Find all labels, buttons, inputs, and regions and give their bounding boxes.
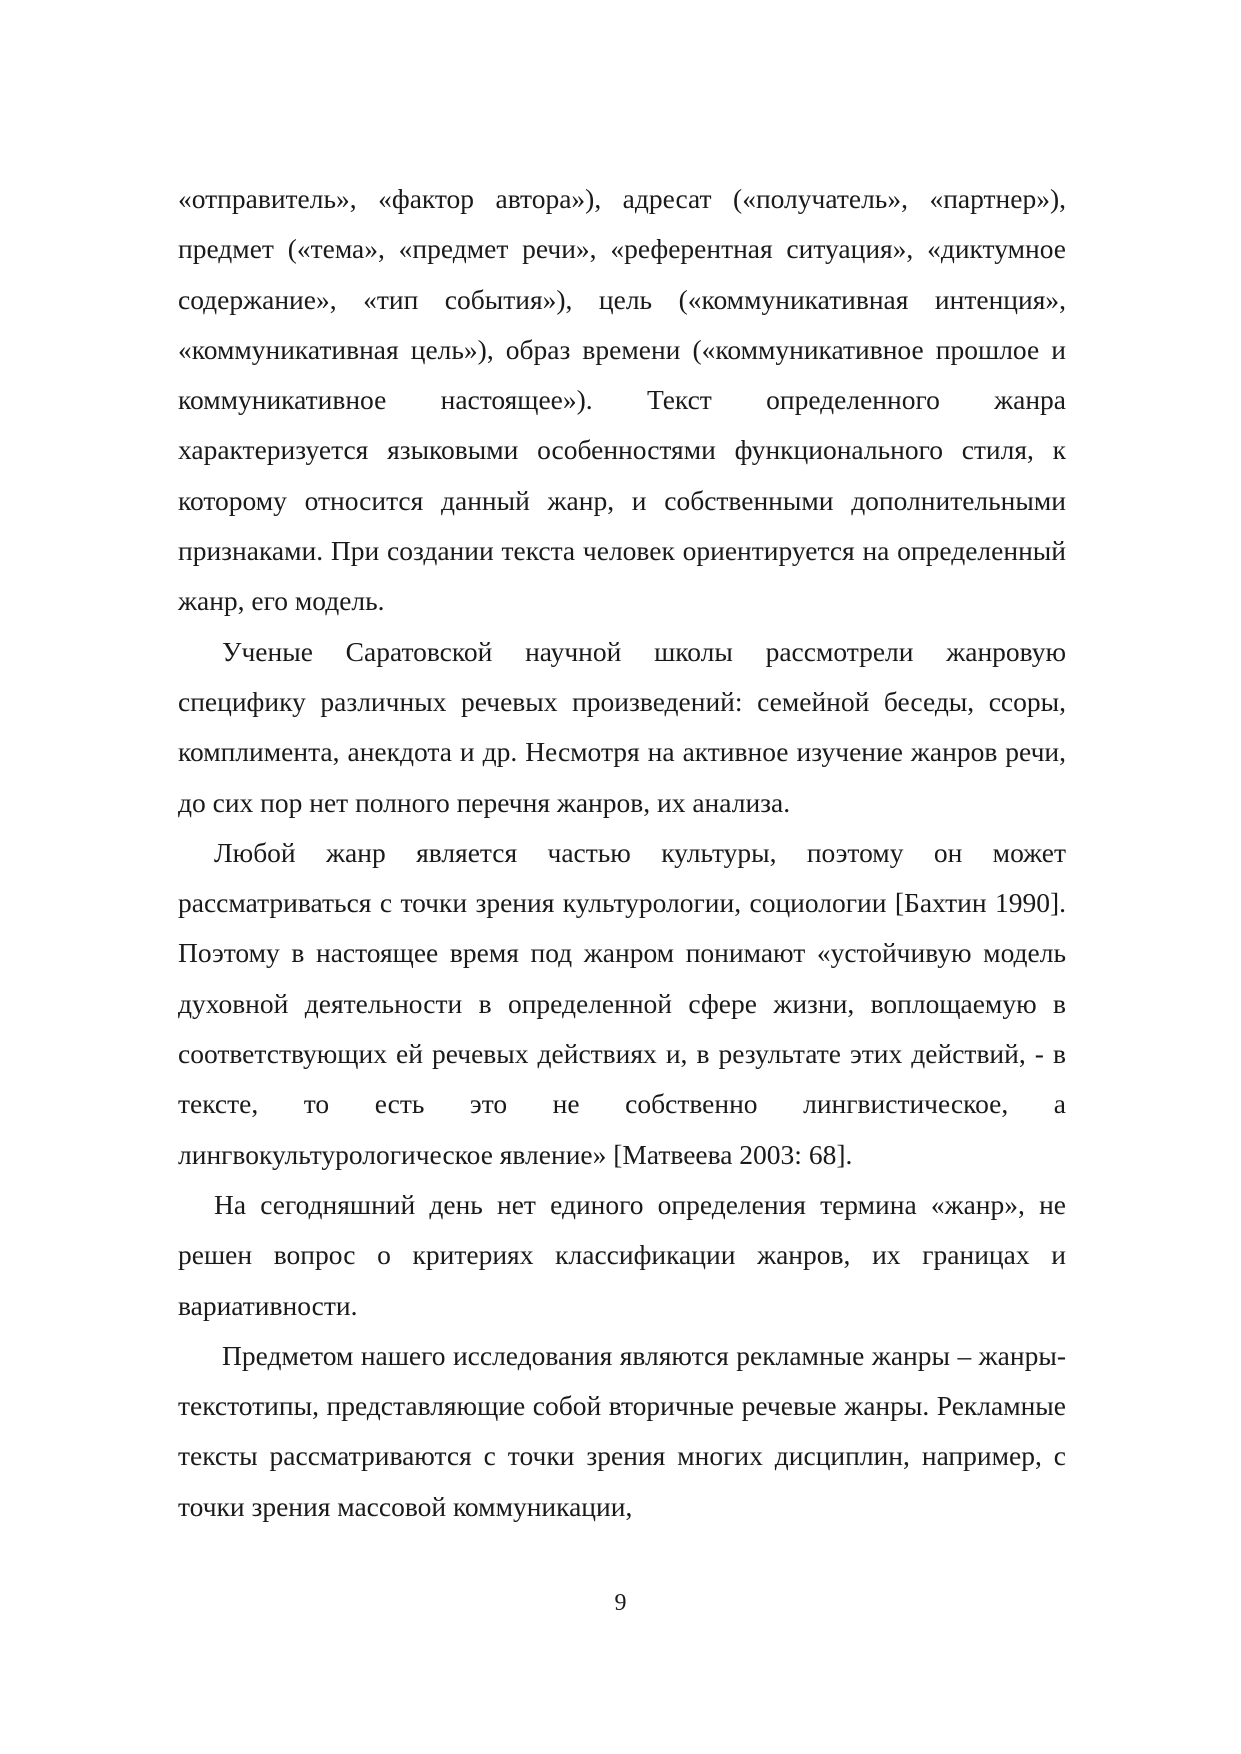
paragraph-continuation: «отправитель», «фактор автора»), адресат («получатель», «партнер»), предмет («тема», «предмет речи», «референтная ситуация», «диктумное содержание», «тип события»), цель («коммуникативная интенция», «коммуникативная цель»), образ времени («коммуникативное прошлое и коммуникативное настоящее»). Текст определенного жанра характеризуется языковыми особенностями функционального стиля, к которому относится данный жанр, и собственными дополнительными признаками. При создании текста человек ориентируется на определенный жанр, его модель.: [178, 183, 1066, 617]
paragraph-research-subject: Предметом нашего исследования являются рекламные жанры – жанры-текстотипы, представляющие собой вторичные речевые жанры. Рекламные тексты рассматриваются с точки зрения многих дисциплин, например, с точки зрения массовой коммуникации,: [178, 1339, 1066, 1522]
paragraph-genre-definition: На сегодняшний день нет единого определения термина «жанр», не решен вопрос о критериях классификации жанров, их границах и вариативности.: [178, 1188, 1066, 1321]
body-text: [178, 174, 1066, 1532]
page-number: 9: [614, 1590, 627, 1616]
paragraph-genre-culture: Любой жанр является частью культуры, поэтому он может рассматриваться с точки зрения культурологии, социологии [Бахтин 1990]. Поэтому в настоящее время под жанром понимают «устойчивую модель духовной деятельности в определенной сфере жизни, воплощаемую в соответствующих ей речевых действиях и, в результате этих действий, - в тексте, то есть это не собственно лингвистическое, а лингвокультурологическое явление» [Матвеева 2003: 68].: [178, 836, 1066, 1170]
paragraph-saratov-school: Ученые Саратовской научной школы рассмотрели жанровую специфику различных речевых произведений: семейной беседы, ссоры, комплимента, анекдота и др. Несмотря на активное изучение жанров речи, до сих пор нет полного перечня жанров, их анализа.: [178, 635, 1066, 818]
